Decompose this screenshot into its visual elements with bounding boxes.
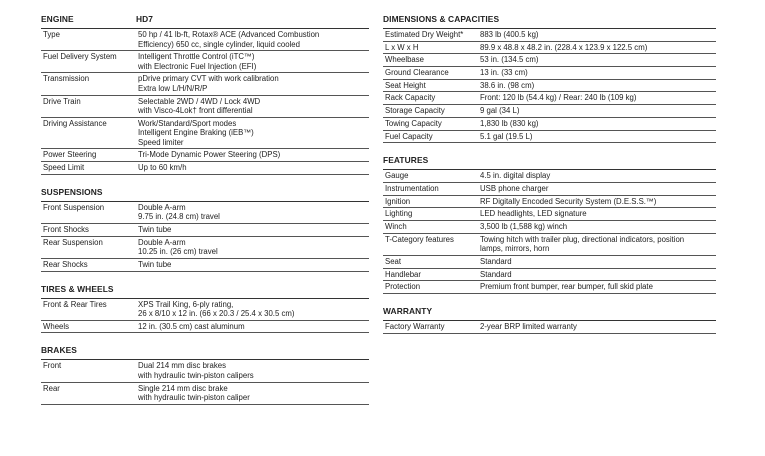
spec-value: 883 lb (400.5 kg) <box>480 30 539 39</box>
section-title: FEATURES <box>383 155 429 166</box>
spec-section-suspensions <box>41 187 369 272</box>
spec-value: Front: 120 lb (54.4 kg) / Rear: 240 lb (109 kg) <box>480 93 637 103</box>
spec-value: 53 in. (134.5 cm) <box>480 55 539 65</box>
spec-row <box>41 299 369 321</box>
spec-label: Rear Shocks <box>43 259 88 269</box>
spec-row <box>383 221 716 234</box>
spec-row <box>383 170 716 183</box>
spec-row <box>41 237 369 259</box>
section-header <box>41 14 369 29</box>
spec-row <box>383 281 716 294</box>
spec-row <box>41 118 369 150</box>
spec-label: Winch <box>385 221 407 231</box>
section-title: SUSPENSIONS <box>41 186 103 197</box>
spec-label: Wheelbase <box>385 55 425 65</box>
spec-label: Seat <box>385 256 402 266</box>
spec-label: Handlebar <box>385 269 421 279</box>
spec-row <box>383 118 716 131</box>
spec-row <box>383 67 716 80</box>
spec-label: Power Steering <box>43 150 97 160</box>
spec-row <box>41 383 369 405</box>
spec-value: USB phone charger <box>480 183 549 193</box>
spec-row <box>383 80 716 93</box>
spec-label: Rack Capacity <box>385 93 436 103</box>
spec-label: Wheels <box>43 321 69 331</box>
spec-value: 50 hp / 41 lb-ft, Rotax® ACE (Advanced Combustion Efficiency) 650 cc, single cylinder, liquid cooled <box>138 30 320 49</box>
spec-label: Fuel Delivery System <box>43 52 117 62</box>
spec-section-dimensions-capacities <box>383 14 716 143</box>
spec-row <box>383 321 716 334</box>
spec-row <box>383 92 716 105</box>
spec-section-features <box>383 155 716 294</box>
spec-value: Dual 214 mm disc brakes with hydraulic twin-piston calipers <box>138 361 254 380</box>
spec-row <box>41 202 369 224</box>
spec-label: Front Shocks <box>43 225 89 234</box>
spec-value: RF Digitally Encoded Security System (D.E.S.S.™) <box>480 196 657 206</box>
spec-value: 5.1 gal (19.5 L) <box>480 131 533 141</box>
spec-label: Front Suspension <box>43 202 105 212</box>
section-header <box>41 345 369 360</box>
spec-label: Ground Clearance <box>385 68 449 78</box>
spec-label: Gauge <box>385 171 409 181</box>
spec-section-tires-wheels <box>41 284 369 334</box>
spec-row <box>41 360 369 382</box>
spec-value: Towing hitch with trailer plug, directional indicators, position lamps, mirrors, horn <box>480 234 685 254</box>
spec-row <box>41 29 369 51</box>
spec-label: Instrumentation <box>385 183 439 193</box>
spec-value: 1,830 lb (830 kg) <box>480 118 539 128</box>
spec-value: 12 in. (30.5 cm) cast aluminum <box>138 321 245 331</box>
spec-row <box>41 321 369 334</box>
section-title: TIRES & WHEELS <box>41 283 114 294</box>
right-spec-column <box>383 14 716 346</box>
spec-value: Up to 60 km/h <box>138 163 187 173</box>
spec-value: 2-year BRP limited warranty <box>480 321 577 331</box>
spec-value: Single 214 mm disc brake with hydraulic twin-piston caliper <box>138 383 250 403</box>
spec-label: Rear Suspension <box>43 237 103 247</box>
spec-row <box>41 259 369 272</box>
spec-label: Front & Rear Tires <box>43 299 107 309</box>
spec-value: Selectable 2WD / 4WD / Lock 4WD with Visco-4Lok† front differential <box>138 96 261 116</box>
spec-row <box>383 29 716 42</box>
spec-label: Driving Assistance <box>43 118 107 128</box>
spec-label: Towing Capacity <box>385 118 442 128</box>
spec-row <box>383 208 716 221</box>
spec-value: 89.9 x 48.8 x 48.2 in. (228.4 x 123.9 x 122.5 cm) <box>480 42 648 52</box>
section-title: WARRANTY <box>383 305 433 316</box>
spec-label: Storage Capacity <box>385 106 445 116</box>
spec-section-engine <box>41 14 369 175</box>
spec-row <box>41 162 369 175</box>
spec-label: L x W x H <box>385 42 419 52</box>
section-header <box>41 284 369 299</box>
spec-row <box>41 51 369 73</box>
spec-label: Protection <box>385 282 421 292</box>
spec-label: Speed Limit <box>43 163 85 173</box>
section-title: DIMENSIONS & CAPACITIES <box>383 14 500 24</box>
spec-label: Lighting <box>385 209 413 219</box>
spec-value: Premium front bumper, rear bumper, full skid plate <box>480 282 653 292</box>
spec-row <box>383 196 716 209</box>
spec-value: pDrive primary CVT with work calibration Extra low L/H/N/R/P <box>138 74 279 93</box>
spec-value: Standard <box>480 269 512 279</box>
spec-label: Drive Train <box>43 96 81 106</box>
spec-label: Ignition <box>385 196 411 206</box>
spec-label: T-Category features <box>385 234 454 244</box>
section-header <box>41 187 369 202</box>
spec-value: LED headlights, LED signature <box>480 209 587 219</box>
spec-value: 3,500 lb (1,588 kg) winch <box>480 221 568 231</box>
spec-value: Double A-arm 10.25 in. (26 cm) travel <box>138 237 218 257</box>
spec-value: Standard <box>480 256 512 266</box>
spec-row <box>383 183 716 196</box>
spec-value: Double A-arm 9.75 in. (24.8 cm) travel <box>138 202 220 222</box>
spec-row <box>383 42 716 55</box>
spec-row <box>383 269 716 282</box>
spec-row <box>383 54 716 67</box>
spec-label: Factory Warranty <box>385 321 445 331</box>
spec-row <box>41 73 369 95</box>
spec-row <box>383 256 716 269</box>
spec-value: 38.6 in. (98 cm) <box>480 80 535 90</box>
spec-label: Front <box>43 361 62 371</box>
spec-label: Seat Height <box>385 80 426 90</box>
spec-row <box>41 149 369 162</box>
spec-label: Fuel Capacity <box>385 131 433 141</box>
spec-label: Transmission <box>43 74 90 84</box>
spec-row <box>41 224 369 237</box>
section-header <box>383 155 716 170</box>
spec-section-warranty <box>383 306 716 334</box>
section-header <box>383 306 716 321</box>
spec-row <box>383 234 716 256</box>
section-header <box>383 14 716 29</box>
spec-value: 4.5 in. digital display <box>480 171 551 181</box>
section-title: BRAKES <box>41 345 77 356</box>
spec-value: 9 gal (34 L) <box>480 106 520 116</box>
spec-row <box>41 96 369 118</box>
spec-label: Rear <box>43 383 60 393</box>
spec-value: Twin tube <box>138 259 172 269</box>
left-spec-column <box>41 14 369 417</box>
spec-value: XPS Trail King, 6-ply rating, 26 x 8/10 x 12 in. (66 x 20.3 / 25.4 x 30.5 cm) <box>138 299 295 319</box>
section-title: ENGINE <box>41 14 74 24</box>
spec-value: 13 in. (33 cm) <box>480 68 528 78</box>
spec-section-brakes <box>41 345 369 404</box>
model-name: HD7 <box>136 14 154 24</box>
spec-value: Work/Standard/Sport modes Intelligent Engine Braking (iEB™) Speed limiter <box>138 118 254 147</box>
spec-label: Type <box>43 30 60 39</box>
spec-row <box>383 131 716 144</box>
spec-label: Estimated Dry Weight* <box>385 30 464 39</box>
spec-row <box>383 105 716 118</box>
spec-value: Tri-Mode Dynamic Power Steering (DPS) <box>138 150 281 160</box>
spec-value: Intelligent Throttle Control (iTC™) with Electronic Fuel Injection (EFI) <box>138 52 257 71</box>
spec-value: Twin tube <box>138 225 172 234</box>
